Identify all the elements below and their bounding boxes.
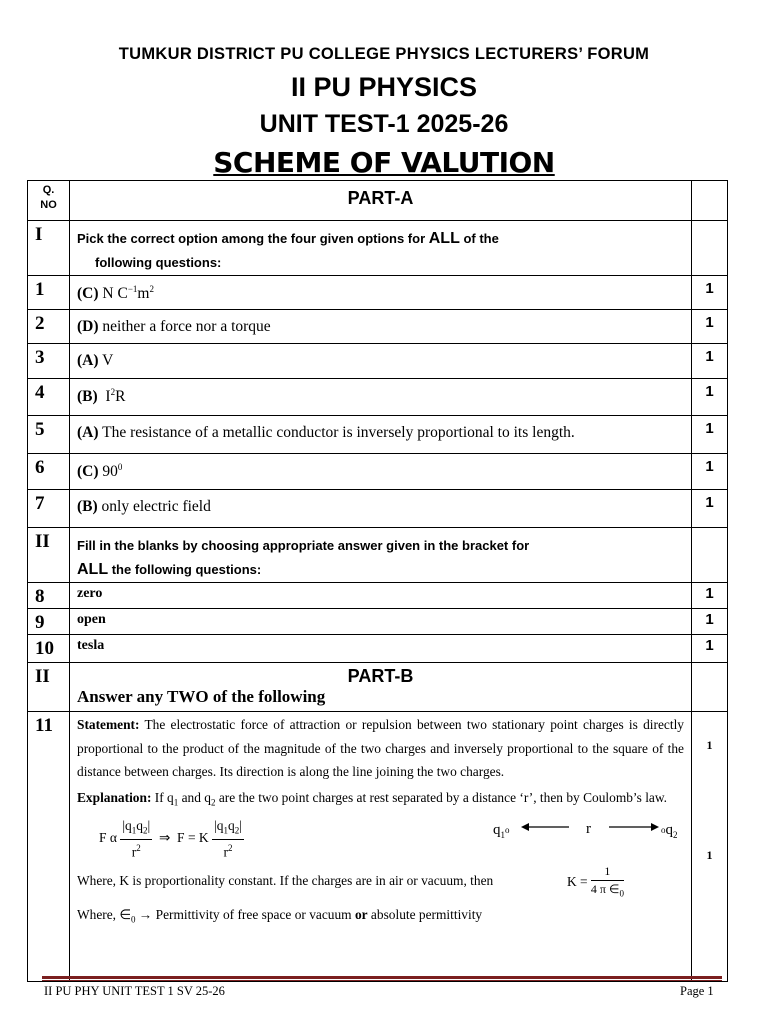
explanation-label: Explanation:: [77, 789, 152, 805]
charge-q2-label: $^oq_2$: [661, 821, 678, 840]
part-b-row: [28, 663, 728, 712]
answer-text: R: [115, 388, 126, 406]
section-2-instruction: [70, 528, 692, 583]
answer-option: (A): [77, 424, 99, 441]
answer-option: (A): [77, 352, 99, 369]
answer-text: 90: [102, 463, 118, 481]
section-2-row: [28, 528, 728, 583]
section-1-instruction: [70, 221, 692, 276]
explanation-text: If q: [151, 789, 174, 805]
marks-value: 1: [692, 454, 728, 490]
marks-value: 1: [692, 379, 728, 416]
answer-cell: [70, 416, 692, 454]
test-heading: UNIT TEST-1 2025-26: [259, 110, 509, 138]
marks-value: 1: [692, 583, 728, 609]
table-row: [28, 310, 728, 344]
statement-text: The electrostatic force of attraction or repulsion between two stationary point charges is directly proportional to the product of the magnitude of the two charges and inversely proportional to the square of the distance between charges. Its direction is along the line joining the two charges.: [77, 717, 684, 779]
answer-cell: [70, 454, 692, 490]
answer-text: I: [105, 388, 111, 406]
instr-emphasis: ALL: [77, 561, 109, 578]
subject-heading: II PU PHYSICS: [290, 72, 478, 102]
answer-text: V: [102, 352, 114, 369]
answer-cell: [70, 344, 692, 379]
qno-header-line2: NO: [40, 199, 57, 211]
statement-paragraph: [77, 713, 684, 784]
qno-header: [28, 181, 70, 221]
answer-text: zero: [70, 583, 692, 609]
marks-value: 1: [706, 738, 713, 752]
answer-option: (C): [77, 285, 99, 303]
answer-cell: [70, 379, 692, 416]
table-row: [28, 609, 728, 635]
marks-value: 1: [706, 848, 713, 862]
question-number: 9: [28, 609, 70, 635]
right-arrow-icon: [609, 821, 659, 833]
table-row: [28, 276, 728, 310]
answer-text: neither a force nor a torque: [102, 318, 271, 335]
question-number: 4: [28, 379, 70, 416]
marks-value: 1: [692, 635, 728, 663]
k-formula: K = $\frac{1}{4 \pi \in_0}$: [567, 863, 624, 899]
forum-heading: TUMKUR DISTRICT PU COLLEGE PHYSICS LECTURERS’ FORUM: [118, 45, 650, 63]
subscript: 1: [173, 797, 179, 808]
answer-cell: [70, 310, 692, 344]
answer-superscript: −1: [127, 284, 138, 294]
section-number: II: [28, 528, 70, 583]
question-number: 6: [28, 454, 70, 490]
answer-text: m: [137, 285, 150, 303]
marks-value: 1: [692, 344, 728, 379]
part-b-title: PART-B: [347, 666, 414, 686]
empty-marks-cell: [692, 663, 728, 712]
charge-q1-label: $q_1^o$: [493, 821, 510, 840]
footer-left: II PU PHY UNIT TEST 1 SV 25-26: [44, 984, 225, 998]
coulomb-formula-block: [77, 815, 684, 863]
answer-text: N C: [102, 285, 128, 303]
table-row: [28, 490, 728, 528]
q11-marks: [692, 712, 728, 982]
table-header-row: [28, 181, 728, 221]
marks-value: 1: [692, 416, 728, 454]
part-b-instruction: Answer any TWO of the following: [77, 687, 326, 706]
instr-text: Pick the correct option among the four given options for: [77, 231, 429, 246]
where-eps-or: or: [354, 906, 368, 922]
where-eps-line: [77, 903, 684, 932]
section-number: II: [28, 663, 70, 712]
marks-value: 1: [692, 276, 728, 310]
valuation-table: [27, 180, 728, 982]
statement-label: Statement:: [77, 717, 140, 732]
subscript: 0: [131, 914, 136, 925]
answer-cell: [70, 490, 692, 528]
question-number: 3: [28, 344, 70, 379]
subscript: 2: [210, 797, 216, 808]
qno-header-line1: Q.: [42, 184, 55, 196]
answer-superscript: 0: [117, 462, 123, 472]
where-eps-text: → Permittivity of free space or vacuum: [135, 906, 355, 922]
answer-option: (C): [77, 463, 99, 481]
instr-text: Fill in the blanks by choosing appropriate answer given in the bracket for: [77, 538, 530, 553]
answer-option: (D): [77, 318, 99, 335]
question-number: 11: [28, 712, 70, 982]
footer-divider: [42, 976, 722, 979]
question-number: 7: [28, 490, 70, 528]
question-number: 5: [28, 416, 70, 454]
question-number: 8: [28, 583, 70, 609]
marks-value: 1: [692, 310, 728, 344]
answer-superscript: 2: [110, 387, 116, 397]
table-row: [28, 416, 728, 454]
section-1-row: [28, 221, 728, 276]
question-number: 2: [28, 310, 70, 344]
empty-marks-cell: [692, 221, 728, 276]
where-eps-text: Where, ∈: [77, 906, 132, 922]
answer-superscript: 2: [149, 284, 154, 294]
instr-text: following questions:: [95, 255, 222, 270]
q11-answer: [70, 712, 692, 982]
section-number: I: [28, 221, 70, 276]
answer-option: (B): [77, 498, 98, 515]
empty-marks-cell: [692, 528, 728, 583]
distance-r-label: r: [586, 820, 591, 837]
instr-text: of the: [459, 231, 499, 246]
table-row: [28, 635, 728, 663]
answer-text: only electric field: [101, 498, 211, 515]
q11-row: [28, 712, 728, 982]
table-row: [28, 344, 728, 379]
answer-text: tesla: [70, 635, 692, 663]
explanation-paragraph: [77, 786, 684, 815]
part-a-title: PART-A: [70, 181, 692, 221]
footer-divider: [42, 980, 722, 981]
where-k-line: [77, 863, 684, 903]
answer-cell: [70, 276, 692, 310]
table-row: [28, 583, 728, 609]
answer-text: The resistance of a metallic conductor is inversely proportional to its length.: [102, 424, 575, 441]
table-row: [28, 379, 728, 416]
coulomb-formula: F α $\frac{|q_1q_2|}{r^2}$ ⇒ F = K $\frac{|q_1q_2|}{r^2}$: [99, 817, 242, 860]
table-row: [28, 454, 728, 490]
instr-emphasis: ALL: [428, 230, 460, 247]
part-b-header: [70, 663, 692, 712]
instr-text: the following questions:: [108, 562, 262, 577]
marks-value: 1: [692, 490, 728, 528]
explanation-text: are the two point charges at rest separated by a distance ‘r’, then by Coulomb’s law.: [215, 789, 668, 805]
where-eps-text: absolute permittivity: [367, 906, 483, 922]
charges-diagram: [493, 815, 693, 845]
question-number: 10: [28, 635, 70, 663]
marks-value: 1: [692, 609, 728, 635]
empty-marks-cell: [692, 181, 728, 221]
scheme-heading: SCHEME OF VALUTION: [213, 146, 555, 179]
explanation-text: and q: [178, 789, 211, 805]
page-number: Page 1: [680, 984, 714, 998]
answer-text: open: [70, 609, 692, 635]
where-k-text: Where, K is proportionality constant. If the charges are in air or vacuum, then: [77, 872, 494, 888]
question-number: 1: [28, 276, 70, 310]
answer-option: (B): [77, 388, 98, 406]
left-arrow-icon: [521, 821, 571, 833]
